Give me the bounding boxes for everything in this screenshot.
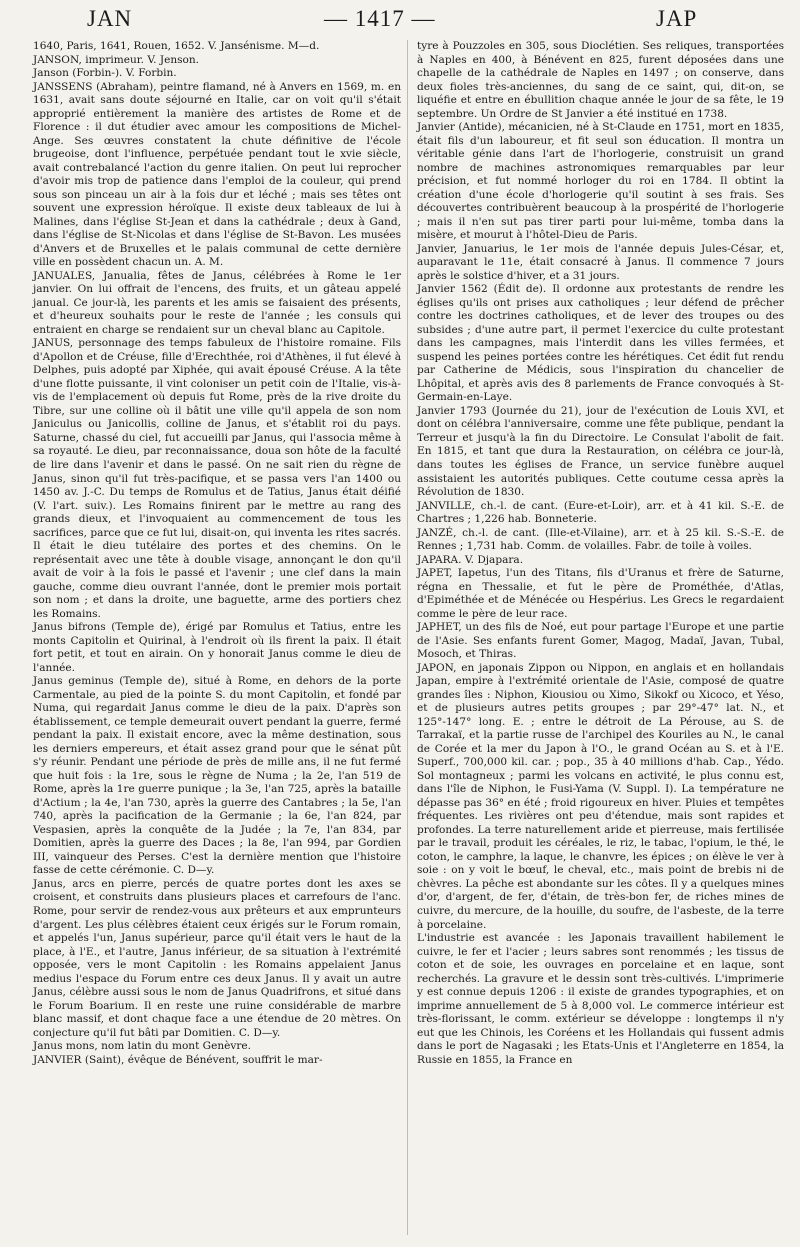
entry-janssens: JANSSENS (Abraham), peintre flamand, né à Anvers en 1569, m. en 1631, avait sans doute séjourné en Italie, car on voit qu'il s'était approprié entièrement la manière des artistes de Rome et de Florence : il dut étudier avec amour les compositions de Michel-Ange. Ses œuvres constatent la chute définitive de l'école brugeoise, dont l'influence, perpétuée pendant tout le xvie siècle, avait contrebalancé l'action du genre italien. On peut lui reprocher d'avoir mis trop de patience dans l'emploi de la couleur, qui prend sous son pinceau un air à la fois dur et léché ; mais ses têtes ont souvent une expression héroïque. Il existe deux tableaux de lui à Malines, dans l'église St-Jean et dans la cathédrale ; deux à Gand, dans l'église de St-Nicolas et dans l'église de St-Bavon. Les musées d'Anvers et de Bruxelles et le palais communal de cette dernière ville en possèdent chacun un. A. M.	[33, 80, 401, 269]
entry-janze: JANZÉ, ch.-l. de cant. (Ille-et-Vilaine), arr. et à 25 kil. S.-S.-E. de Rennes ; 1,731 hab. Comm. de volailles. Fabr. de toile à voiles.	[417, 526, 784, 553]
entry-janvier-mois: Janvier, Januarius, le 1er mois de l'année depuis Jules-César, et, auparavant le 11e, était consacré à Janus. Il commence 7 jours après le solstice d'hiver, et a 31 jours.	[417, 242, 784, 282]
entry-japara: JAPARA. V. Djapara.	[417, 553, 524, 566]
entry-janus-mons: Janus mons, nom latin du mont Genèvre.	[33, 1040, 251, 1053]
entry-januales: JANUALES, Janualia, fêtes de Janus, célébrées à Rome le 1er janvier. On lui offrait de l'encens, des fruits, et un gâteau appelé janual. Ce jour-là, les parents et les amis se faisaient des présents, et d'heureux souhaits pour le reste de l'année ; les consuls qui entraient en charge se rendaient sur un cheval blanc au Capitole.	[33, 269, 401, 336]
entry-janvier-saint-cont: tyre à Pouzzoles en 305, sous Dioclétien. Ses reliques, transportées à Naples en 400, à Bénévent en 825, furent déposées dans une chapelle de la cathédrale de Naples en 1497 ; on conserve, dans deux fioles très-anciennes, du sang de ce saint, qui, dit-on, se liquéfie et entre en ébullition chaque année le jour de sa fête, le 19 septembre. Un Ordre de St Janvier a été institué en 1738.	[417, 40, 784, 120]
entry-janson: JANSON, imprimeur. V. Jenson.	[33, 53, 200, 66]
entry-japet: JAPET, Iapetus, l'un des Titans, fils d'Uranus et frère de Saturne, régna en Thessalie, et fut le père de Prométhée, d'Atlas, d'Epiméthée et de Ménécée ou Hespérius. Les Grecs le regardaient comme le père de leur race.	[417, 567, 784, 620]
entry-janvier-1793: Janvier 1793 (Journée du 21), jour de l'exécution de Louis XVI, et dont on célébra l'anniversaire, comme une fête publique, pendant la Terreur et jusqu'à la fin du Directoire. Le Consulat l'abolit de fait. En 1815, et tant que dura la Restauration, on célébra ce jour-là, dans toutes les églises de France, un service funèbre auquel assistaient les autorités publiques. Cette coutume cessa après la Révolution de 1830.	[417, 404, 784, 499]
entry-janville: JANVILLE, ch.-l. de cant. (Eure-et-Loir), arr. et à 41 kil. S.-E. de Chartres ; 1,226 hab. Bonneterie.	[417, 499, 784, 526]
entry-janvier-saint: JANVIER (Saint), évêque de Bénévent, souffrit le mar-	[33, 1053, 323, 1066]
entry-japhet: JAPHET, un des fils de Noé, eut pour partage l'Europe et une partie de l'Asie. Ses enfants furent Gomer, Magog, Madaï, Javan, Tubal, Mosoch, et Thiras.	[417, 621, 784, 661]
entry-japon-industrie: L'industrie est avancée : les Japonais travaillent habilement le cuivre, le fer et l'acier ; leurs sabres sont renommés ; les tissus de coton et de soie, les ouvrages en porcelaine et en laque, sont recherchés. La gravure et le dessin sont très-cultivés. L'imprimerie y est connue depuis 1206 : il existe de grandes typographies, et on imprime annuellement de 5 à 8,000 vol. Le commerce intérieur est très-florissant, le comm. extérieur se développe : longtemps il n'y eut que les Chinois, les Coréens et les Hollandais qui fussent admis dans le port de Nagasaki ; les Etats-Unis et l'Angleterre en 1854, la Russie en 1855, la France en	[417, 932, 784, 1066]
entry-janus: JANUS, personnage des temps fabuleux de l'histoire romaine. Fils d'Apollon et de Créuse, fille d'Erechthée, roi d'Athènes, il fut élevé à Delphes, puis adopté par Xiphée, qui avait épousé Créuse. A la tête d'une flotte puissante, il vint coloniser un petit coin de l'Italie, vis-à-vis de l'emplacement où depuis fut Rome, près de la rive droite du Tibre, sur une colline où il bâtit une ville qu'il appela de son nom Janiculus ou Janicollis, colline de Janus, et s'établit roi du pays. Saturne, chassé du ciel, fut accueilli par Janus, qui l'associa même à sa royauté. Le dieu, par reconnaissance, doua son hôte de la faculté de lire dans l'avenir et dans le passé. On ne sait rien du règne de Janus, sinon qu'il fut très-pacifique, et se passa vers l'an 1400 ou 1450 av. J.-C. Du temps de Romulus et de Tatius, Janus était déifié (V. l'art. suiv.). Les Romains finirent par le mettre au rang des grands dieux, et l'invoquaient au commencement de tous les sacrifices, parce que ce fut lui, disait-on, qui inventa les rites sacrés. Il était le dieu tutélaire des portes et des chemins. On le représentait avec une tête à double visage, annonçant le don qu'il avait de voir à la fois le passé et l'avenir ; une clef dans la main gauche, comme dieu ouvrant l'année, dont le premier mois portait son nom ; et dans la droite, une baguette, arme des portiers chez les Romains.	[33, 337, 401, 620]
left-column	[33, 40, 401, 1067]
entry-janus-bifrons: Janus bifrons (Temple de), érigé par Romulus et Tatius, entre les monts Capitolin et Quirinal, à l'endroit où ils firent la paix. Il était fort petit, et tout en airain. On y honorait Janus comme le dieu de l'année.	[33, 621, 401, 674]
entry-janvier-antide: Janvier (Antide), mécanicien, né à St-Claude en 1751, mort en 1835, était fils d'un laboureur, et fit seul son éducation. Il montra un véritable génie dans l'art de l'horlogerie, construisit un grand nombre de machines astronomiques remarquables par leur précision, et fut nommé horloger du roi en 1784. Il obtint la création d'une école d'horlogerie qu'il soutint à ses frais. Ses découvertes contribuèrent beaucoup à la prospérité de l'horlogerie ; mais il n'en sut pas tirer parti pour lui-même, tomba dans la misère, et mourut à l'hôtel-Dieu de Paris.	[417, 121, 784, 242]
entry-janus-geminus: Janus geminus (Temple de), situé à Rome, en dehors de la porte Carmentale, au pied de la pointe S. du mont Capitolin, et fondé par Numa, qui regardait Janus comme le dieu de la paix. D'après son établissement, ce temple demeurait ouvert pendant la guerre, fermé pendant la paix. Il existait encore, avec la même destination, sous les derniers empereurs, et était assez grand pour que le sénat pût s'y réunir. Pendant une période de près de mille ans, il ne fut fermé que huit fois : la 1re, sous le règne de Numa ; la 2e, l'an 519 de Rome, après la 1re guerre punique ; la 3e, l'an 725, après la bataille d'Actium ; la 4e, l'an 730, après la guerre des Cantabres ; la 5e, l'an 740, après la pacification de la Germanie ; la 6e, l'an 824, par Vespasien, après la conquête de la Judée ; la 7e, l'an 834, par Domitien, après la guerre des Daces ; la 8e, l'an 994, par Gordien III, vainqueur des Perses. C'est la dernière mention que l'histoire fasse de cette cérémonie. C. D—y.	[33, 675, 401, 877]
entry-jansenisme-ref: 1640, Paris, 1641, Rouen, 1652. V. Jansénisme. M—d.	[33, 40, 320, 52]
right-column	[417, 40, 784, 1067]
column-divider	[407, 40, 408, 1235]
running-head-left: JAN	[87, 6, 133, 31]
page-header	[32, 6, 780, 36]
entry-japon: JAPON, en japonais Zippon ou Nippon, en anglais et en hollandais Japan, empire à l'extrémité orientale de l'Asie, composé de quatre grandes îles : Niphon, Kiousiou ou Ximo, Sikokf ou Xicoco, et Yéso, et de plusieurs autres petits groupes ; par 29°-47° lat. N., et 125°-147° long. E. ; entre le détroit de La Pérouse, au S. de Tarrakaï, et la partie russe de l'archipel des Kouriles au N., le canal de Corée et la mer du Japon à l'O., le grand Océan au S. et à l'E. Superf., 700,000 kil. car. ; pop., 35 à 40 millions d'hab. Cap., Yédo. Sol montagneux ; parmi les volcans en activité, le plus connu est, dans l'île de Niphon, le Fusi-Yama (V. Suppl. I). La température ne dépasse pas 36° en été ; froid rigoureux en hiver. Pluies et tempêtes fréquentes. Les rivières ont peu d'étendue, mais sont rapides et profondes. La terre naturellement aride et pierreuse, mais fertilisée par le travail, produit les céréales, le riz, le tabac, l'opium, le thé, le coton, le camphre, la laque, le chanvre, les épices ; on élève le ver à soie : on y voit le bœuf, le cheval, etc., mais point de brebis ni de chèvres. La pêche est abondante sur les côtes. Il y a quelques mines d'or, d'argent, de fer, d'étain, de très-bon fer, de riches mines de cuivre, du mercure, de la houille, du soufre, de l'asbeste, de la terre à porcelaine.	[417, 661, 784, 931]
entry-janvier-1562: Janvier 1562 (Édit de). Il ordonne aux protestants de rendre les églises qu'ils ont prises aux catholiques ; leur défend de prêcher contre les doctrines catholiques, et de lever des troupes ou des subsides ; d'une autre part, il permet l'exercice du culte protestant dans les campagnes, mais l'interdit dans les villes fermées, et suspend les peines portées contre les hérétiques. Cet édit fut rendu par Catherine de Médicis, sous l'inspiration du chancelier de Lhôpital, et après avis des 8 parlements de France convoqués à St-Germain-en-Laye.	[417, 283, 784, 404]
running-head-right: JAP	[656, 6, 698, 31]
page-number: — 1417 —	[324, 6, 436, 31]
entry-janson-forbin: Janson (Forbin-). V. Forbin.	[33, 67, 177, 80]
entry-janus-arcs: Janus, arcs en pierre, percés de quatre portes dont les axes se croisent, et construits dans plusieurs places et carrefours de l'anc. Rome, pour servir de rendez-vous aux prêteurs et aux emprunteurs d'argent. Les plus célèbres étaient ceux érigés sur le Forum romain, et appelés l'un, Janus supérieur, parce qu'il était vers le haut de la place, à l'E., et l'autre, Janus inférieur, de sa situation à l'extrémité opposée, vers le mont Capitolin : les Romains appelaient Janus medius l'espace du Forum entre ces deux Janus. Il y avait un autre Janus, célèbre aussi sous le nom de Janus Quadrifrons, et situé dans le Forum Boarium. Il en reste une ruine considérable de marbre blanc massif, et dont chaque face a une étendue de 20 mètres. On conjecture qu'il fut bâti par Domitien. C. D—y.	[33, 877, 401, 1039]
